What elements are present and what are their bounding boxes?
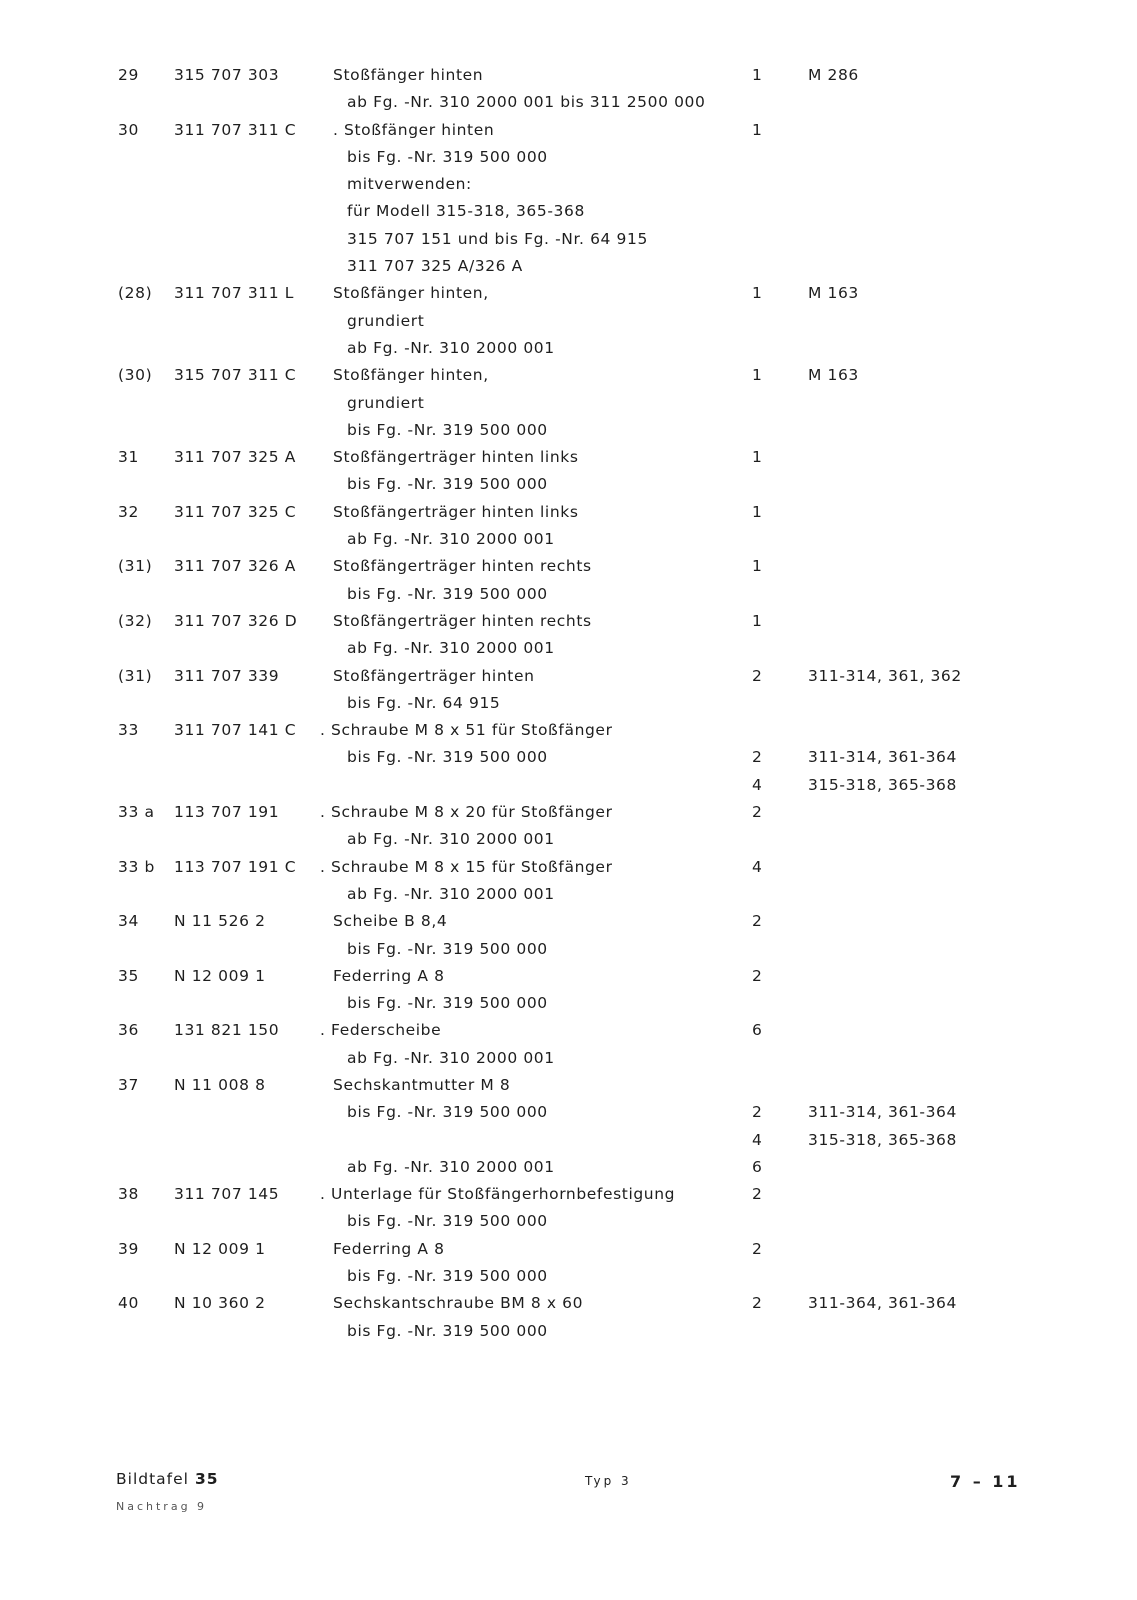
table-row [0,198,1137,225]
table-row [0,89,1137,116]
description: . Schraube M 8 x 51 für Stoßfänger [320,721,613,740]
description: ab Fg. -Nr. 310 2000 001 [347,884,555,903]
description: ab Fg. -Nr. 310 2000 001 [347,530,555,549]
supplement-label: Nachtrag 9 [116,1500,208,1513]
table-row [0,936,1137,963]
part-number: 311 707 339 [174,666,280,685]
quantity: 1 [752,366,763,385]
table-row [0,881,1137,908]
description: bis Fg. -Nr. 319 500 000 [347,1103,548,1122]
item-number: 30 [118,120,139,139]
quantity: 1 [752,611,763,630]
table-row [0,1208,1137,1235]
remark: 315-318, 365-368 [808,775,957,794]
item-number: (31) [118,557,153,576]
remark: 311-314, 361-364 [808,1103,957,1122]
table-row [0,1072,1137,1099]
remark: 311-314, 361, 362 [808,666,962,685]
table-row [0,1154,1137,1181]
part-number: N 10 360 2 [174,1294,266,1313]
item-number: (30) [118,366,153,385]
part-number: 113 707 191 C [174,857,297,876]
item-number: 34 [118,912,139,931]
part-number: N 12 009 1 [174,966,266,985]
remark: M 163 [808,366,859,385]
table-row [0,744,1137,771]
table-row [0,1017,1137,1044]
table-row [0,1290,1137,1317]
description: ab Fg. -Nr. 310 2000 001 [347,338,555,357]
part-number: 311 707 325 C [174,502,297,521]
quantity: 4 [752,1130,763,1149]
plate-reference [116,1470,219,1488]
description: grundiert [347,311,425,330]
description: bis Fg. -Nr. 319 500 000 [347,939,548,958]
table-row [0,444,1137,471]
description: ab Fg. -Nr. 310 2000 001 bis 311 2500 000 [347,93,706,112]
item-number: 38 [118,1185,139,1204]
description: bis Fg. -Nr. 319 500 000 [347,475,548,494]
table-row [0,1318,1137,1345]
table-row [0,772,1137,799]
table-row [0,908,1137,935]
table-row [0,581,1137,608]
quantity: 2 [752,803,763,822]
quantity: 2 [752,1103,763,1122]
description: bis Fg. -Nr. 319 500 000 [347,420,548,439]
part-number: 311 707 325 A [174,448,296,467]
quantity: 2 [752,966,763,985]
description: Sechskantschraube BM 8 x 60 [333,1294,584,1313]
table-row [0,171,1137,198]
part-number: 311 707 326 D [174,611,298,630]
table-row [0,553,1137,580]
description: . Unterlage für Stoßfängerhornbefestigung [320,1185,676,1204]
description: ab Fg. -Nr. 310 2000 001 [347,1157,555,1176]
item-number: 39 [118,1239,139,1258]
table-row [0,826,1137,853]
part-number: 311 707 326 A [174,557,296,576]
description: . Federscheibe [320,1021,442,1040]
description: Federring A 8 [333,1239,445,1258]
item-number: (31) [118,666,153,685]
table-row [0,62,1137,89]
quantity: 1 [752,120,763,139]
table-row [0,417,1137,444]
description: für Modell 315-318, 365-368 [347,202,585,221]
table-row [0,526,1137,553]
quantity: 1 [752,502,763,521]
description: 311 707 325 A/326 A [347,257,523,276]
table-row [0,253,1137,280]
description: ab Fg. -Nr. 310 2000 001 [347,639,555,658]
description: Federring A 8 [333,966,445,985]
quantity: 4 [752,857,763,876]
part-number: 311 707 311 C [174,120,297,139]
item-number: 37 [118,1075,139,1094]
part-number: 315 707 311 C [174,366,297,385]
table-row [0,117,1137,144]
page-number: 7 – 11 [950,1472,1021,1491]
table-row [0,1236,1137,1263]
description: Stoßfänger hinten [333,66,484,84]
type-label: Typ 3 [585,1474,632,1488]
description: Stoßfängerträger hinten [333,666,535,685]
table-row [0,690,1137,717]
quantity: 1 [752,66,763,84]
part-number: 311 707 141 C [174,721,297,740]
remark: M 163 [808,284,859,303]
table-row [0,1181,1137,1208]
remark: 311-364, 361-364 [808,1294,957,1313]
description: . Schraube M 8 x 15 für Stoßfänger [320,857,613,876]
quantity: 2 [752,748,763,767]
description: bis Fg. -Nr. 319 500 000 [347,994,548,1013]
part-number: 311 707 311 L [174,284,294,303]
quantity: 2 [752,666,763,685]
description: . Stoßfänger hinten [333,120,495,139]
table-row [0,717,1137,744]
table-row [0,799,1137,826]
description: bis Fg. -Nr. 319 500 000 [347,1321,548,1340]
table-row [0,1099,1137,1126]
parts-table [0,62,1137,1345]
part-number: 311 707 145 [174,1185,280,1204]
description: grundiert [347,393,425,412]
item-number: 36 [118,1021,139,1040]
description: Stoßfängerträger hinten rechts [333,611,592,630]
part-number: N 11 526 2 [174,912,266,931]
part-number: N 12 009 1 [174,1239,266,1258]
remark: 315-318, 365-368 [808,1130,957,1149]
item-number: 33 b [118,857,155,876]
table-row [0,308,1137,335]
table-row [0,608,1137,635]
table-row [0,963,1137,990]
description: Stoßfängerträger hinten rechts [333,557,592,576]
item-number: 35 [118,966,139,985]
description: bis Fg. -Nr. 319 500 000 [347,1267,548,1286]
description: bis Fg. -Nr. 319 500 000 [347,584,548,603]
quantity: 2 [752,1239,763,1258]
quantity: 1 [752,284,763,303]
table-row [0,854,1137,881]
remark: 311-314, 361-364 [808,748,957,767]
part-number: 315 707 303 [174,66,280,84]
table-row [0,1127,1137,1154]
description: Stoßfängerträger hinten links [333,502,579,521]
item-number: 31 [118,448,139,467]
plate-number: 35 [194,1470,219,1488]
item-number: 33 a [118,803,155,822]
table-row [0,990,1137,1017]
description: . Schraube M 8 x 20 für Stoßfänger [320,803,613,822]
quantity: 6 [752,1021,763,1040]
description: mitverwenden: [347,175,472,194]
quantity: 1 [752,448,763,467]
item-number: 29 [118,66,139,84]
description: Scheibe B 8,4 [333,912,448,931]
part-number: N 11 008 8 [174,1075,266,1094]
quantity: 2 [752,1185,763,1204]
description: 315 707 151 und bis Fg. -Nr. 64 915 [347,229,648,248]
item-number: 32 [118,502,139,521]
table-row [0,1045,1137,1072]
description: bis Fg. -Nr. 319 500 000 [347,1212,548,1231]
plate-label: Bildtafel [116,1470,189,1488]
quantity: 4 [752,775,763,794]
table-row [0,499,1137,526]
item-number: 40 [118,1294,139,1313]
item-number: (28) [118,284,153,303]
description: bis Fg. -Nr. 319 500 000 [347,748,548,767]
table-row [0,335,1137,362]
description: bis Fg. -Nr. 319 500 000 [347,147,548,166]
part-number: 113 707 191 [174,803,280,822]
description: Stoßfänger hinten, [333,284,489,303]
description: ab Fg. -Nr. 310 2000 001 [347,1048,555,1067]
table-row [0,663,1137,690]
description: bis Fg. -Nr. 64 915 [347,693,501,712]
description: Stoßfängerträger hinten links [333,448,579,467]
quantity: 2 [752,912,763,931]
table-row [0,280,1137,307]
quantity: 6 [752,1157,763,1176]
description: Stoßfänger hinten, [333,366,489,385]
table-row [0,362,1137,389]
item-number: (32) [118,611,153,630]
remark: M 286 [808,66,859,84]
quantity: 2 [752,1294,763,1313]
item-number: 33 [118,721,139,740]
part-number: 131 821 150 [174,1021,280,1040]
quantity: 1 [752,557,763,576]
table-row [0,144,1137,171]
table-row [0,1263,1137,1290]
table-row [0,226,1137,253]
description: ab Fg. -Nr. 310 2000 001 [347,830,555,849]
table-row [0,471,1137,498]
table-row [0,635,1137,662]
description: Sechskantmutter M 8 [333,1075,511,1094]
table-row [0,390,1137,417]
